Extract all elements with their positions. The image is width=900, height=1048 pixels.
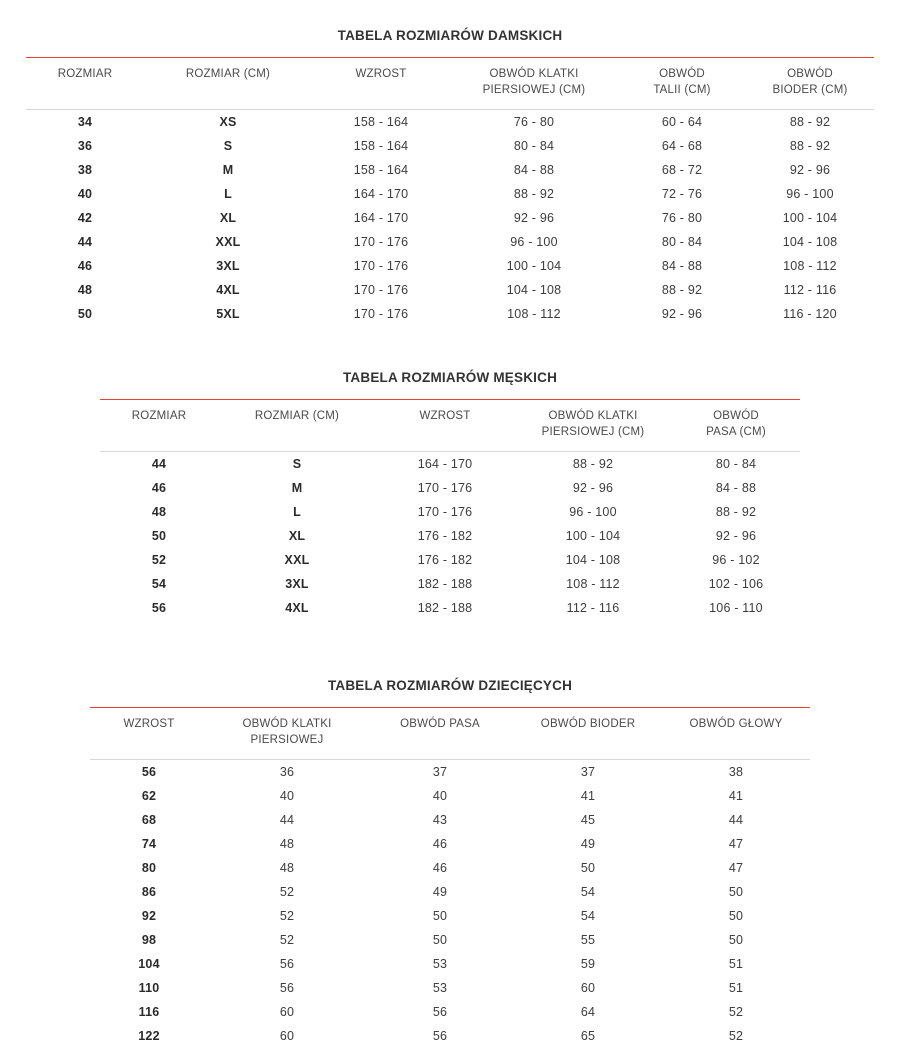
- table-cell: 5XL: [216, 307, 240, 322]
- table-row: [100, 548, 800, 572]
- table-cell: 48: [77, 283, 93, 298]
- table-cell: 84 - 88: [661, 259, 703, 274]
- table-header-row: [26, 58, 874, 110]
- table-cell: 60: [279, 1029, 295, 1044]
- table-cell: 92 - 96: [789, 163, 831, 178]
- table-cell: 50: [580, 861, 596, 876]
- table-cell: 88 - 92: [661, 283, 703, 298]
- table-cell: XL: [219, 211, 237, 226]
- table-cell: 108 - 112: [507, 307, 561, 322]
- table-cell: 44: [728, 813, 744, 828]
- table-cell: 52: [728, 1029, 744, 1044]
- table-cell: 84 - 88: [513, 163, 555, 178]
- table-cell: 164 - 170: [353, 187, 409, 202]
- table-cell: XS: [219, 115, 237, 130]
- table-row: [90, 976, 810, 1000]
- table-cell: 88 - 92: [789, 139, 831, 154]
- table-cell: 54: [580, 909, 596, 924]
- table-row: [26, 278, 874, 302]
- column-header: OBWÓD KLATKI PIERSIOWEJ: [208, 708, 366, 760]
- table-cell: 65: [580, 1029, 596, 1044]
- table-cell: 38: [77, 163, 93, 178]
- table-row: [90, 784, 810, 808]
- table-cell: 56: [432, 1005, 448, 1020]
- men-size-table: [100, 399, 800, 620]
- section-spacer: [0, 326, 900, 370]
- table-cell: 4XL: [216, 283, 240, 298]
- table-cell: 98: [141, 933, 157, 948]
- table-cell: XXL: [215, 235, 241, 250]
- table-row: [26, 158, 874, 182]
- table-row: [90, 832, 810, 856]
- table-cell: 52: [279, 909, 295, 924]
- men-size-table-block: [0, 370, 900, 620]
- table-cell: 3XL: [285, 577, 309, 592]
- table-cell: 43: [432, 813, 448, 828]
- table-cell: 56: [279, 981, 295, 996]
- column-header: WZROST: [376, 400, 514, 452]
- table-cell: 104 - 108: [565, 553, 621, 568]
- table-cell: 44: [77, 235, 93, 250]
- table-row: [90, 856, 810, 880]
- table-cell: 88 - 92: [572, 457, 614, 472]
- table-cell: 110: [138, 981, 160, 996]
- women-table-title: TABELA ROZMIARÓW DAMSKICH: [337, 28, 563, 43]
- table-cell: 53: [432, 981, 448, 996]
- kids-table-title: TABELA ROZMIARÓW DZIECIĘCYCH: [327, 678, 573, 694]
- table-cell: 52: [279, 933, 295, 948]
- table-row: [26, 302, 874, 326]
- table-cell: 176 - 182: [417, 553, 473, 568]
- table-cell: 100 - 104: [506, 259, 562, 274]
- table-cell: 44: [151, 457, 167, 472]
- table-cell: 112 - 116: [783, 283, 837, 298]
- table-cell: 48: [151, 505, 167, 520]
- table-cell: 170 - 176: [417, 505, 473, 520]
- kids-size-table-block: [0, 678, 900, 1048]
- table-cell: 37: [432, 765, 448, 780]
- women-table-body: [26, 110, 874, 327]
- table-cell: 56: [279, 957, 295, 972]
- table-cell: 50: [432, 909, 448, 924]
- table-row: [26, 182, 874, 206]
- table-cell: 102 - 106: [708, 577, 764, 592]
- table-cell: 76 - 80: [661, 211, 703, 226]
- table-row: [100, 596, 800, 620]
- table-cell: 104 - 108: [782, 235, 838, 250]
- table-row: [90, 1000, 810, 1024]
- table-row: [26, 230, 874, 254]
- table-cell: 108 - 112: [783, 259, 837, 274]
- column-header: ROZMIAR: [26, 58, 144, 110]
- table-cell: 88 - 92: [715, 505, 757, 520]
- table-cell: 52: [728, 1005, 744, 1020]
- table-cell: 100 - 104: [565, 529, 621, 544]
- table-cell: 92: [141, 909, 157, 924]
- women-size-table-block: [0, 28, 900, 326]
- table-cell: 47: [728, 837, 744, 852]
- table-cell: 48: [279, 837, 295, 852]
- table-cell: 45: [580, 813, 596, 828]
- table-cell: 170 - 176: [353, 283, 409, 298]
- table-cell: XXL: [284, 553, 310, 568]
- section-spacer: [0, 620, 900, 678]
- men-table-title: TABELA ROZMIARÓW MĘSKICH: [342, 370, 558, 386]
- table-cell: 50: [151, 529, 167, 544]
- table-header-row: [100, 400, 800, 452]
- men-table-body: [100, 452, 800, 621]
- table-row: [90, 904, 810, 928]
- kids-table-head: [90, 708, 810, 760]
- table-cell: 158 - 164: [353, 163, 409, 178]
- table-row: [26, 254, 874, 278]
- table-cell: 88 - 92: [513, 187, 555, 202]
- table-cell: 56: [432, 1029, 448, 1044]
- table-cell: 112 - 116: [566, 601, 620, 616]
- kids-size-table: [90, 707, 810, 1048]
- table-cell: 52: [151, 553, 167, 568]
- table-cell: 80 - 84: [661, 235, 703, 250]
- table-cell: 96 - 102: [712, 553, 760, 568]
- table-cell: 84 - 88: [715, 481, 757, 496]
- table-cell: 34: [77, 115, 93, 130]
- table-row: [90, 952, 810, 976]
- table-cell: 54: [151, 577, 167, 592]
- table-cell: 41: [728, 789, 744, 804]
- column-header: ROZMIAR: [100, 400, 218, 452]
- table-cell: 49: [432, 885, 448, 900]
- table-cell: 46: [432, 837, 448, 852]
- table-cell: 64 - 68: [661, 139, 703, 154]
- table-cell: 170 - 176: [353, 235, 409, 250]
- table-cell: 108 - 112: [566, 577, 620, 592]
- table-cell: 116: [138, 1005, 160, 1020]
- table-row: [100, 572, 800, 596]
- table-cell: 51: [728, 981, 744, 996]
- table-cell: 55: [580, 933, 596, 948]
- column-header: ROZMIAR (CM): [144, 58, 312, 110]
- table-cell: 56: [151, 601, 167, 616]
- table-cell: 50: [77, 307, 93, 322]
- table-cell: 56: [141, 765, 157, 780]
- column-header: OBWÓD PASA: [366, 708, 514, 760]
- table-cell: 52: [279, 885, 295, 900]
- table-cell: 80 - 84: [513, 139, 555, 154]
- column-header: OBWÓD PASA (CM): [672, 400, 800, 452]
- table-row: [100, 500, 800, 524]
- table-cell: 68 - 72: [661, 163, 703, 178]
- table-cell: 164 - 170: [417, 457, 473, 472]
- table-cell: 46: [151, 481, 167, 496]
- column-header: OBWÓD BIODER (CM): [746, 58, 874, 110]
- table-cell: 170 - 176: [417, 481, 473, 496]
- column-header: ROZMIAR (CM): [218, 400, 376, 452]
- table-row: [90, 880, 810, 904]
- table-row: [26, 110, 874, 135]
- table-cell: 72 - 76: [661, 187, 703, 202]
- table-cell: 37: [580, 765, 596, 780]
- women-size-table: [26, 57, 874, 326]
- table-cell: XL: [288, 529, 306, 544]
- table-cell: 46: [77, 259, 93, 274]
- column-header: OBWÓD BIODER: [514, 708, 662, 760]
- table-cell: 176 - 182: [417, 529, 473, 544]
- table-cell: 3XL: [216, 259, 240, 274]
- table-cell: 4XL: [285, 601, 309, 616]
- table-cell: 164 - 170: [353, 211, 409, 226]
- table-cell: 158 - 164: [353, 139, 409, 154]
- table-cell: 51: [728, 957, 744, 972]
- table-cell: 170 - 176: [353, 307, 409, 322]
- table-cell: 100 - 104: [782, 211, 838, 226]
- table-cell: 62: [141, 789, 157, 804]
- table-cell: 36: [77, 139, 93, 154]
- table-cell: 104: [138, 957, 160, 972]
- table-row: [26, 206, 874, 230]
- table-cell: 40: [279, 789, 295, 804]
- column-header: OBWÓD GŁOWY: [662, 708, 810, 760]
- table-cell: 92 - 96: [715, 529, 757, 544]
- table-cell: 80: [141, 861, 157, 876]
- table-cell: 104 - 108: [506, 283, 562, 298]
- table-cell: 68: [141, 813, 157, 828]
- column-header: OBWÓD KLATKI PIERSIOWEJ (CM): [514, 400, 672, 452]
- table-cell: 86: [141, 885, 157, 900]
- table-cell: 44: [279, 813, 295, 828]
- table-row: [90, 808, 810, 832]
- table-cell: 182 - 188: [417, 601, 473, 616]
- table-header-row: [90, 708, 810, 760]
- table-cell: 48: [279, 861, 295, 876]
- table-cell: M: [291, 481, 303, 496]
- table-row: [100, 524, 800, 548]
- table-cell: 50: [728, 909, 744, 924]
- men-table-head: [100, 400, 800, 452]
- table-cell: 59: [580, 957, 596, 972]
- table-cell: 60: [580, 981, 596, 996]
- table-cell: 96 - 100: [786, 187, 834, 202]
- table-cell: 40: [432, 789, 448, 804]
- table-cell: 60 - 64: [661, 115, 703, 130]
- table-row: [26, 134, 874, 158]
- table-cell: 92 - 96: [513, 211, 555, 226]
- table-cell: 38: [728, 765, 744, 780]
- table-cell: 49: [580, 837, 596, 852]
- column-header: OBWÓD TALII (CM): [618, 58, 746, 110]
- table-cell: 53: [432, 957, 448, 972]
- women-table-head: [26, 58, 874, 110]
- table-cell: 116 - 120: [783, 307, 837, 322]
- table-cell: 46: [432, 861, 448, 876]
- table-cell: 76 - 80: [513, 115, 555, 130]
- column-header: WZROST: [90, 708, 208, 760]
- table-cell: 96 - 100: [569, 505, 617, 520]
- table-cell: 64: [580, 1005, 596, 1020]
- table-cell: 50: [728, 933, 744, 948]
- table-cell: 92 - 96: [572, 481, 614, 496]
- table-cell: L: [224, 187, 232, 202]
- table-cell: 41: [580, 789, 596, 804]
- table-cell: 122: [138, 1029, 160, 1044]
- table-cell: 47: [728, 861, 744, 876]
- table-row: [90, 928, 810, 952]
- table-cell: L: [293, 505, 301, 520]
- table-cell: S: [223, 139, 233, 154]
- table-cell: 80 - 84: [715, 457, 757, 472]
- table-cell: 158 - 164: [353, 115, 409, 130]
- table-cell: 182 - 188: [417, 577, 473, 592]
- table-row: [100, 476, 800, 500]
- table-cell: 60: [279, 1005, 295, 1020]
- table-cell: 42: [77, 211, 93, 226]
- table-cell: 74: [141, 837, 157, 852]
- table-cell: 92 - 96: [661, 307, 703, 322]
- kids-table-body: [90, 760, 810, 1048]
- table-cell: 50: [432, 933, 448, 948]
- table-cell: S: [292, 457, 302, 472]
- column-header: WZROST: [312, 58, 450, 110]
- table-cell: 54: [580, 885, 596, 900]
- table-cell: 88 - 92: [789, 115, 831, 130]
- table-cell: 50: [728, 885, 744, 900]
- table-cell: 96 - 100: [510, 235, 558, 250]
- table-row: [100, 452, 800, 477]
- table-row: [90, 760, 810, 785]
- table-cell: 170 - 176: [353, 259, 409, 274]
- table-cell: 106 - 110: [709, 601, 763, 616]
- table-cell: M: [222, 163, 234, 178]
- table-cell: 40: [77, 187, 93, 202]
- column-header: OBWÓD KLATKI PIERSIOWEJ (CM): [450, 58, 618, 110]
- table-cell: 36: [279, 765, 295, 780]
